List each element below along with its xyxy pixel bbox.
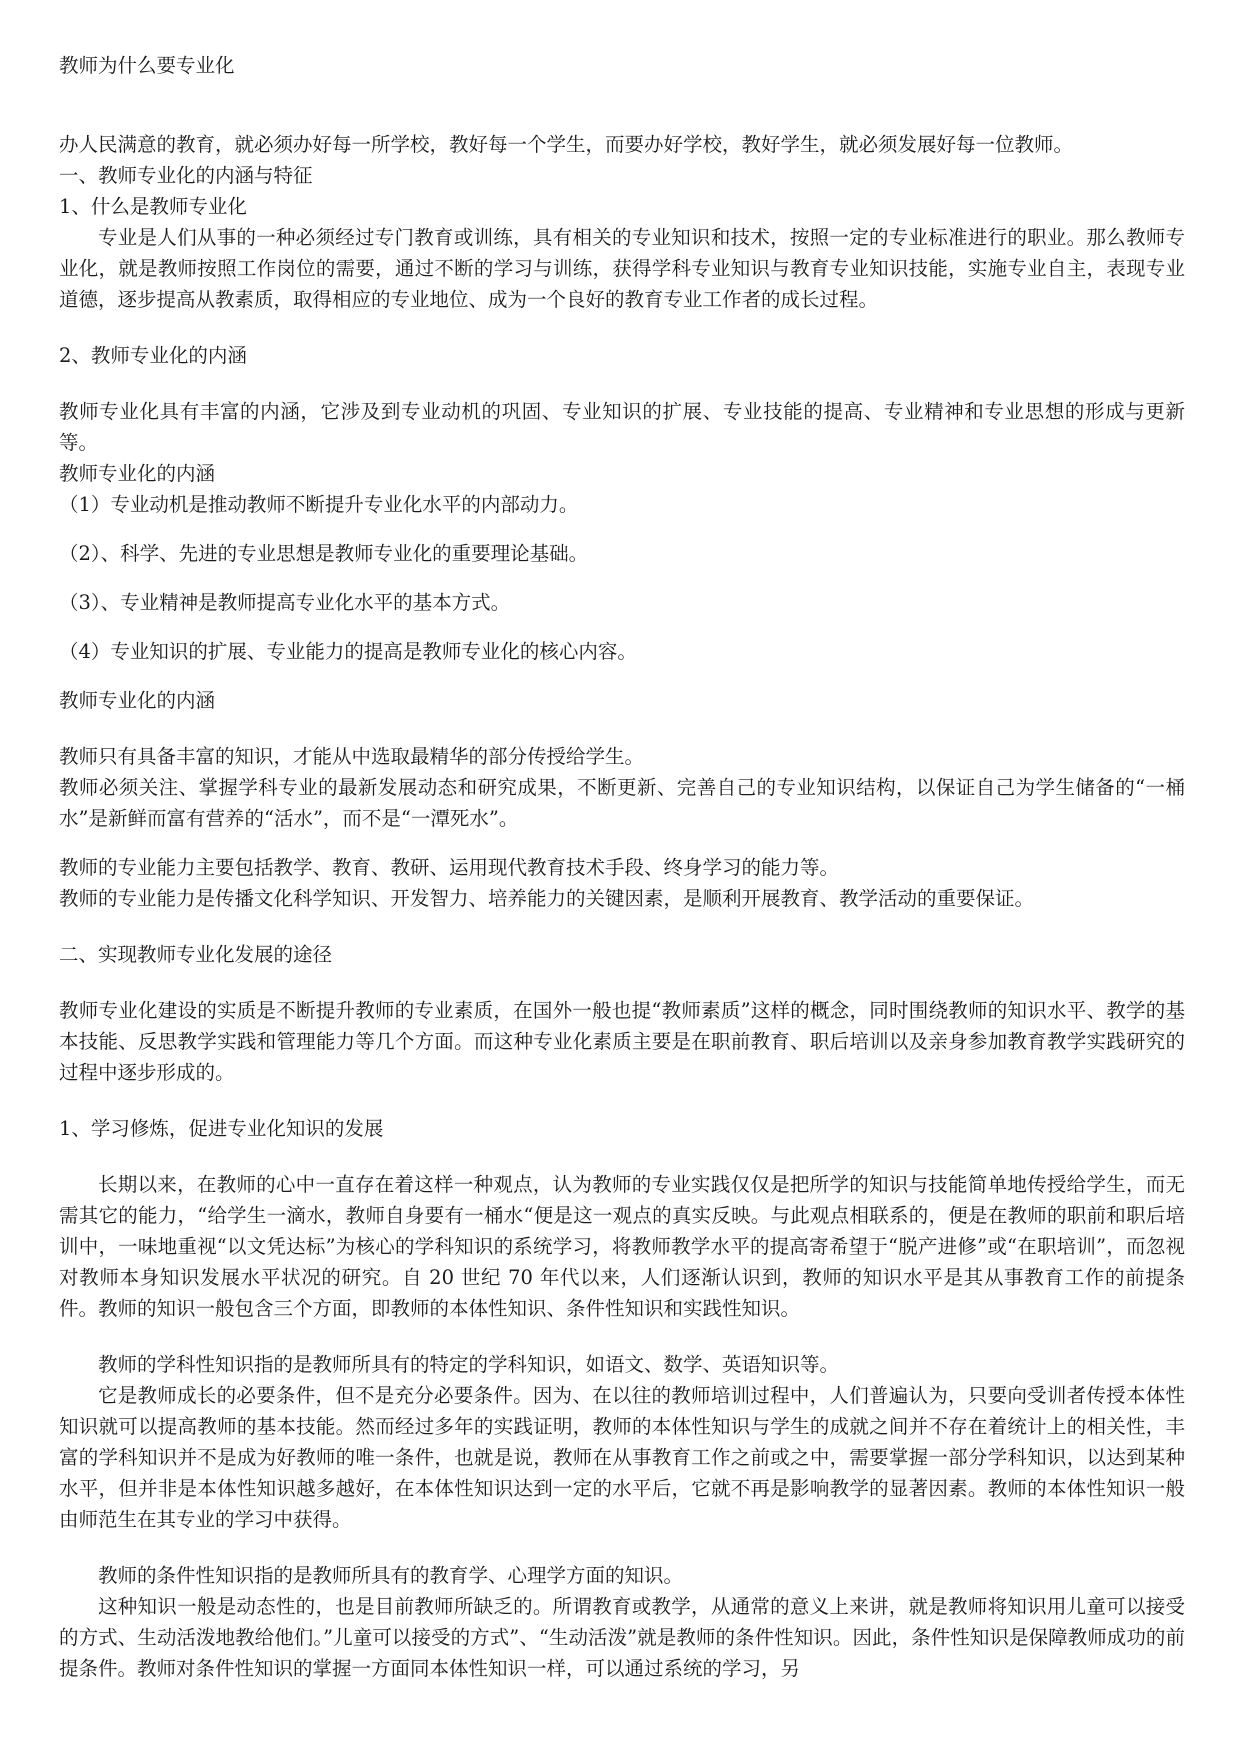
ability-paragraph-2: 教师的专业能力是传播文化科学知识、开发智力、培养能力的关键因素，是顺利开展教育、教学活动的重要保证。 — [59, 887, 1035, 910]
knowledge-paragraph-2: 教师必须关注、掌握学科专业的最新发展动态和研究成果，不断更新、完善自己的专业知识结构，以保证自己为学生储备的“一桶水”是新鲜而富有营养的“活水”，而不是“一潭死水”。 — [59, 776, 1185, 830]
subsection-1-1-paragraph: 专业是人们从事的一种必须经过专门教育或训练，具有相关的专业知识和技术，按照一定的专业标准进行的职业。那么教师专业化，就是教师按照工作岗位的需要，通过不断的学习与训练，获得学科专业知识与教育专业知识技能，实施专业自主，表现专业道德，逐步提高从教素质，取得相应的专业地位、成为一个良好的教育专业工作者的成长过程。 — [59, 226, 1185, 311]
list-item-3: （3）、专业精神是教师提高专业化水平的基本方式。 — [59, 591, 511, 614]
spacer — [59, 970, 1185, 995]
subsection-2-1-paragraph: 长期以来，在教师的心中一直存在着这样一种观点，认为教师的专业实践仅仅是把所学的知识与技能简单地传授给学生，而无需其它的能力，“给学生一滴水，教师自身要有一桶水“便是这一观点的真实反映。与此观点相联系的，便是在教师的职前和职后培训中，一味地重视“以文凭达标”为核心的学科知识的系统学习，将教师教学水平的提高寄希望于“脱产进修”或“在职培训”，而忽视对教师本身知识发展水平状况的研究。自 20 世纪 70 年代以来，人们逐渐认识到，教师的知识水平是其从事教育工作的前提条件。教师的知识一般包含三个方面，即教师的本体性知识、条件性知识和实践性知识。 — [59, 1173, 1185, 1320]
spacer — [59, 81, 1185, 129]
document-title: 教师为什么要专业化 — [59, 54, 235, 77]
spacer — [59, 1144, 1185, 1169]
connotation-label: 教师专业化的内涵 — [59, 689, 216, 712]
spacer — [59, 914, 1185, 939]
subject-knowledge-paragraph-2: 它是教师成长的必要条件，但不是充分必要条件。因为、在以往的教师培训过程中，人们普遍认为，只要向受训者传授本体性知识就可以提高教师的基本技能。然而经过多年的实践证明，教师的本体性知识与学生的成就之间并不存在着统计上的相关性，丰富的学科知识并不是成为好教师的唯一条件，也就是说，教师在从事教育工作之前或之中，需要掌握一部分学科知识，以达到某种水平，但并非是本体性知识越多越好，在本体性知识达到一定的水平后，它就不再是影响教学的显著因素。教师的本体性知识一般由师范生在其专业的学习中获得。 — [59, 1384, 1185, 1531]
subject-knowledge-paragraph-1: 教师的学科性知识指的是教师所具有的特定的学科知识，如语文、数学、英语知识等。 — [98, 1353, 840, 1376]
spacer — [59, 520, 1185, 538]
spacer — [59, 371, 1185, 396]
spacer — [59, 834, 1185, 852]
list-item-2: （2）、科学、先进的专业思想是教师专业化的重要理论基础。 — [59, 542, 589, 565]
list-item-1: （1）专业动机是推动教师不断提升专业化水平的内部动力。 — [59, 493, 579, 516]
intro-paragraph: 办人民满意的教育，就必须办好每一所学校，教好每一个学生，而要办好学校，教好学生，就必须发展好每一位教师。 — [59, 133, 1074, 156]
spacer — [59, 618, 1185, 636]
subsection-1-1-heading: 1、什么是教师专业化 — [59, 195, 247, 218]
list-item-4: （4）专业知识的扩展、专业能力的提高是教师专业化的核心内容。 — [59, 640, 637, 663]
conditional-knowledge-paragraph-2: 这种知识一般是动态性的，也是目前教师所缺乏的。所谓教育或教学，从通常的意义上来讲，就是教师将知识用儿童可以接受的方式、生动活泼地教给他们。”儿童可以接受的方式”、“生动活泼”就是教师的条件性知识。因此，条件性知识是保障教师成功的前提条件。教师对条件性知识的掌握一方面同本体性知识一样，可以通过系统的学习，另 — [59, 1595, 1185, 1680]
knowledge-paragraph-1: 教师只有具备丰富的知识，才能从中选取最精华的部分传授给学生。 — [59, 745, 645, 768]
document-page — [59, 50, 1185, 1684]
spacer — [59, 1324, 1185, 1349]
spacer — [59, 716, 1185, 741]
spacer — [59, 1535, 1185, 1560]
section2-heading: 二、实现教师专业化发展的途径 — [59, 943, 333, 966]
subsection-2-1-heading: 1、学习修炼，促进专业化知识的发展 — [59, 1117, 384, 1140]
connotation-label: 教师专业化的内涵 — [59, 462, 216, 485]
spacer — [59, 1088, 1185, 1113]
ability-paragraph-1: 教师的专业能力主要包括教学、教育、教研、运用现代教育技术手段、终身学习的能力等。 — [59, 856, 840, 879]
section1-heading: 一、教师专业化的内涵与特征 — [59, 164, 313, 187]
spacer — [59, 569, 1185, 587]
subsection-1-2-paragraph: 教师专业化具有丰富的内涵，它涉及到专业动机的巩固、专业知识的扩展、专业技能的提高、专业精神和专业思想的形成与更新等。 — [59, 400, 1185, 454]
conditional-knowledge-paragraph-1: 教师的条件性知识指的是教师所具有的教育学、心理学方面的知识。 — [98, 1564, 684, 1587]
spacer — [59, 315, 1185, 340]
section2-paragraph: 教师专业化建设的实质是不断提升教师的专业素质，在国外一般也提“教师素质”这样的概念，同时围绕教师的知识水平、教学的基本技能、反思教学实践和管理能力等几个方面。而这种专业化素质主要是在职前教育、职后培训以及亲身参加教育教学实践研究的过程中逐步形成的。 — [59, 999, 1185, 1084]
subsection-1-2-heading: 2、教师专业化的内涵 — [59, 344, 247, 367]
spacer — [59, 667, 1185, 685]
